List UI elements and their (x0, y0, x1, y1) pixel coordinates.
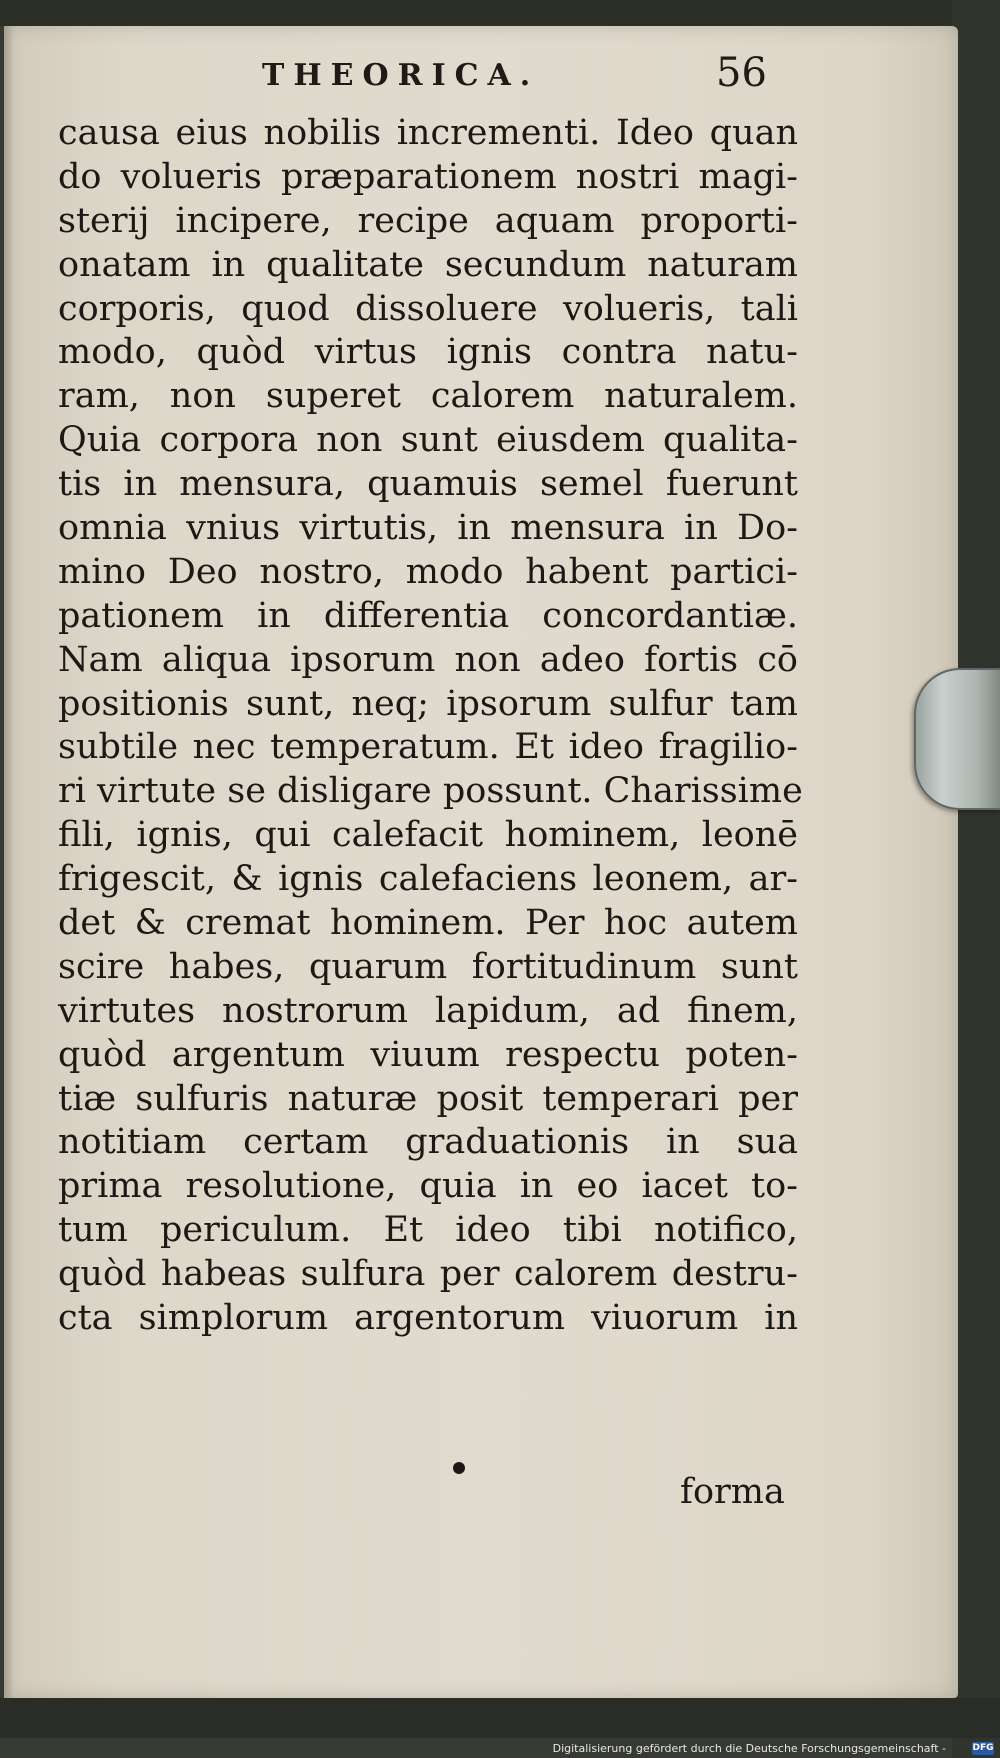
text-line: tis in mensura, quamuis semel fuerunt (58, 464, 798, 505)
page-gutter-shadow (4, 26, 14, 1698)
text-line: tiæ sulfuris naturæ posit temperari per (58, 1078, 798, 1119)
text-line: det & cremat hominem. Per hoc autem (58, 903, 798, 944)
text-line: pationem in differentia concordantiæ. (58, 595, 798, 636)
text-line: mino Deo nostro, modo habent partici- (58, 551, 798, 592)
text-line: onatam in qualitate secundum naturam (58, 244, 798, 285)
text-line: sterij incipere, recipe aquam proporti- (58, 200, 798, 241)
digitization-credit: Digitalisierung gefördert durch die Deutsche Forschungsgemeinschaft - (552, 1742, 946, 1755)
running-title: THEORICA. (262, 58, 540, 93)
text-line: omnia vnius virtutis, in mensura in Do- (58, 508, 798, 549)
text-line: ri virtute se disligare possunt. Charissime (58, 771, 803, 812)
text-line: do volueris præparationem nostri magi- (58, 156, 798, 197)
page-clip (914, 668, 1000, 810)
ink-blot (453, 1462, 465, 1474)
text-line: positionis sunt, neq; ipsorum sulfur tam (58, 683, 798, 724)
text-line: scire habes, quarum fortitudinum sunt (58, 946, 798, 987)
text-line: subtile nec temperatum. Et ideo fragilio- (58, 727, 798, 768)
scan-background-bottom (0, 1698, 1000, 1738)
text-line: virtutes nostrorum lapidum, ad finem, (58, 990, 798, 1031)
scan-background-right (952, 0, 1000, 1758)
dfg-logo: DFG (972, 1743, 994, 1753)
page-number: 56 (716, 50, 767, 96)
text-line: prima resolutione, quia in eo iacet to- (58, 1166, 798, 1207)
text-line: modo, quòd virtus ignis contra natu- (58, 332, 798, 373)
text-line: cta simplorum argentorum viuorum in (58, 1298, 798, 1339)
text-line: Nam aliqua ipsorum non adeo fortis cō (58, 639, 798, 680)
catchword: forma (680, 1472, 785, 1512)
text-line: corporis, quod dissoluere volueris, tali (58, 288, 798, 329)
text-line: tum periculum. Et ideo tibi notifico, (58, 1210, 798, 1251)
text-line: frigescit, & ignis calefaciens leonem, ar- (58, 859, 798, 900)
text-line: notitiam certam graduationis in sua (58, 1122, 798, 1163)
text-line: quòd habeas sulfura per calorem destru- (58, 1254, 798, 1295)
text-line: quòd argentum viuum respectu poten- (58, 1034, 798, 1075)
scan-background-top (0, 0, 1000, 26)
text-line: fili, ignis, qui calefacit hominem, leonē (58, 815, 798, 856)
text-line: ram, non superet calorem naturalem. (58, 376, 798, 417)
text-line: causa eius nobilis incrementi. Ideo quan (58, 113, 798, 153)
body-text (58, 112, 803, 1341)
text-line: Quia corpora non sunt eiusdem qualita- (58, 420, 798, 461)
